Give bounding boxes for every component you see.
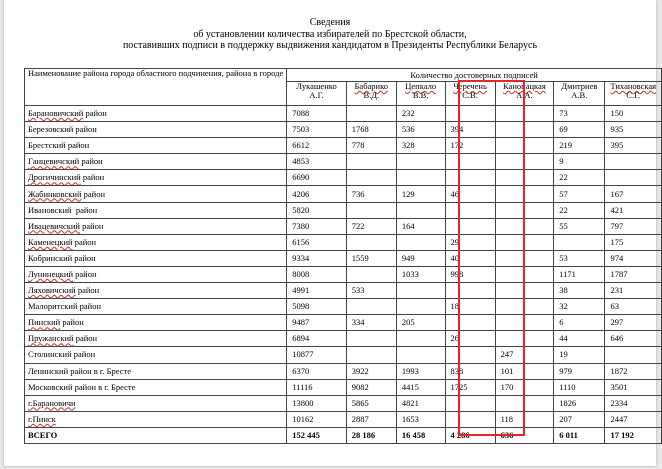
signature-count-cell: 164	[396, 218, 445, 234]
signature-count-cell	[495, 299, 554, 315]
candidate-surname: Тихановская	[610, 81, 657, 91]
region-name-suffix: район	[75, 285, 100, 296]
signature-count-cell: 536	[396, 122, 445, 138]
total-count-cell: 16 458	[396, 427, 445, 443]
signature-count-cell: 44	[554, 331, 605, 347]
candidate-surname: Канопацкая	[503, 81, 546, 91]
table-row	[25, 170, 662, 186]
signature-count-cell: 2334	[605, 395, 662, 411]
signature-count-cell	[396, 202, 445, 218]
table-row	[25, 186, 662, 202]
title-line-2: об установлении количества избирателей по Брестской области,	[193, 28, 467, 40]
title-line-3: поставивших подписи в поддержку выдвижения кандидатом в Президенты Республики Беларусь	[122, 40, 538, 51]
signature-count-cell: 247	[495, 347, 554, 363]
signature-count-cell: 9334	[287, 250, 347, 266]
table-row	[25, 202, 662, 218]
signature-count-cell	[495, 138, 554, 154]
signature-count-cell: 1768	[346, 122, 396, 138]
region-name-suffix: Малоритский район	[28, 301, 102, 312]
total-row	[25, 427, 662, 443]
table-row	[25, 234, 662, 250]
signature-count-cell	[605, 347, 662, 363]
signature-count-cell: 1033	[396, 266, 445, 282]
candidate-initials: А.В.	[571, 89, 588, 100]
signature-count-cell	[396, 299, 445, 315]
candidate-header	[346, 82, 396, 106]
signature-count-cell: 38	[554, 283, 605, 299]
candidate-surname: Черечень	[453, 81, 487, 91]
signature-count-cell	[346, 234, 396, 250]
table-row	[25, 106, 662, 122]
region-name-cell	[25, 315, 287, 331]
candidate-header	[396, 82, 445, 106]
signature-count-cell	[445, 218, 495, 234]
signature-count-cell	[495, 170, 554, 186]
signature-count-cell	[346, 170, 396, 186]
region-name-cell	[25, 186, 287, 202]
region-name-suffix: район	[72, 236, 97, 247]
signature-count-cell: 73	[554, 106, 605, 122]
table-row	[25, 379, 662, 395]
region-column-header: Наименование района города областного подчинения, района в городе	[25, 69, 287, 106]
signature-count-cell	[445, 347, 495, 363]
region-name-main: Барановичский	[28, 108, 84, 119]
signature-count-cell	[495, 218, 554, 234]
candidate-surname: Лукашенко	[296, 81, 337, 91]
table-row	[25, 331, 662, 347]
signature-count-cell	[396, 347, 445, 363]
table-row	[25, 266, 662, 282]
signature-count-cell	[495, 122, 554, 138]
signatures-group-header: Количество достоверных подписей	[287, 69, 662, 82]
region-name-suffix: район	[83, 108, 107, 119]
signature-count-cell	[495, 154, 554, 170]
signature-count-cell: 1826	[554, 395, 605, 411]
region-name-main: Ганцевичский	[28, 156, 80, 167]
signature-count-cell: 129	[396, 186, 445, 202]
candidate-surname: Дмитриев	[561, 81, 598, 91]
signature-count-cell: 18	[445, 299, 495, 315]
signature-count-cell	[346, 347, 396, 363]
signature-count-cell: 1653	[396, 411, 445, 427]
signature-count-cell: 207	[554, 411, 605, 427]
signature-count-cell: 118	[495, 411, 554, 427]
region-name-main: г.Пинск	[28, 413, 56, 424]
total-count-cell: 6 011	[554, 427, 605, 443]
signature-count-cell	[396, 154, 445, 170]
signature-count-cell	[346, 299, 396, 315]
region-name-main: г.Барановичи	[28, 397, 76, 408]
region-name-main: Каменецкий	[28, 236, 73, 247]
region-name-cell	[25, 106, 287, 122]
signature-count-cell	[605, 154, 662, 170]
total-count-cell: 636	[495, 427, 554, 443]
signature-count-cell: 1725	[445, 379, 495, 395]
candidate-initials: А.А.	[516, 89, 533, 100]
region-name-main: Жабинковский	[28, 188, 82, 199]
signature-count-cell: 7088	[287, 106, 347, 122]
signature-count-cell	[495, 315, 554, 331]
region-name-suffix: Ивановский район	[28, 204, 98, 215]
signature-count-cell: 22	[554, 170, 605, 186]
region-name-main: Ляховичский	[28, 285, 76, 296]
signature-count-cell: 219	[554, 138, 605, 154]
signature-count-cell: 1171	[554, 266, 605, 282]
region-name-cell	[25, 331, 287, 347]
signature-count-cell: 46	[445, 186, 495, 202]
signature-count-cell: 13800	[287, 395, 347, 411]
signature-count-cell: 10877	[287, 347, 347, 363]
signature-count-cell: 6156	[287, 234, 347, 250]
signature-count-cell	[396, 283, 445, 299]
table-row	[25, 363, 662, 379]
signature-count-cell	[445, 315, 495, 331]
signature-count-cell	[445, 202, 495, 218]
signature-count-cell	[495, 250, 554, 266]
total-label: ВСЕГО	[25, 427, 287, 443]
region-name-suffix: Березовский район	[28, 124, 97, 135]
candidate-surname: Бабарико	[354, 81, 389, 91]
candidate-initials: В.В.	[412, 89, 429, 100]
table-row	[25, 138, 662, 154]
region-name-cell	[25, 411, 287, 427]
table-row	[25, 411, 662, 427]
signature-count-cell: 6690	[287, 170, 347, 186]
signature-count-cell: 9082	[346, 379, 396, 395]
region-name-cell	[25, 347, 287, 363]
total-count-cell: 152 445	[287, 427, 347, 443]
region-name-suffix: Столинский район	[28, 349, 96, 360]
signature-count-cell: 646	[605, 331, 662, 347]
signature-count-cell: 26	[445, 331, 495, 347]
signature-count-cell: 4821	[396, 395, 445, 411]
region-name-cell	[25, 170, 287, 186]
candidate-surname: Цепкало	[405, 81, 437, 91]
region-name-suffix: Московский район в г. Бресте	[28, 381, 136, 392]
signature-count-cell: 6	[554, 315, 605, 331]
signature-count-cell: 4206	[287, 186, 347, 202]
signature-count-cell: 1559	[346, 250, 396, 266]
signature-count-cell: 838	[445, 363, 495, 379]
signature-count-cell: 32	[554, 299, 605, 315]
signature-count-cell: 7380	[287, 218, 347, 234]
signature-count-cell: 10162	[287, 411, 347, 427]
region-name-cell	[25, 234, 287, 250]
signature-count-cell	[396, 170, 445, 186]
region-name-cell	[25, 299, 287, 315]
candidate-header	[287, 82, 347, 106]
signatures-table	[24, 68, 662, 444]
signature-count-cell: 297	[605, 315, 662, 331]
signature-count-cell: 55	[554, 218, 605, 234]
signature-count-cell: 3501	[605, 379, 662, 395]
total-count-cell: 17 192	[605, 427, 662, 443]
region-name-suffix: район	[81, 188, 106, 199]
region-name-suffix: Кобринский район	[28, 252, 96, 263]
signature-count-cell: 69	[554, 122, 605, 138]
region-name-main: Ивацевичский	[28, 220, 80, 231]
signature-count-cell: 101	[495, 363, 554, 379]
signature-count-cell: 421	[605, 202, 662, 218]
table-row	[25, 122, 662, 138]
signature-count-cell: 974	[605, 250, 662, 266]
region-name-cell	[25, 250, 287, 266]
signature-count-cell: 328	[396, 138, 445, 154]
signature-count-cell: 170	[495, 379, 554, 395]
region-name-cell	[25, 218, 287, 234]
signature-count-cell	[445, 170, 495, 186]
signature-count-cell: 29	[445, 234, 495, 250]
signature-count-cell: 9487	[287, 315, 347, 331]
region-name-suffix: район	[60, 317, 84, 328]
table-row	[25, 250, 662, 266]
signature-count-cell: 150	[605, 106, 662, 122]
signature-count-cell	[346, 106, 396, 122]
candidate-initials: С.В.	[462, 89, 478, 100]
signature-count-cell: 231	[605, 283, 662, 299]
table-row	[25, 347, 662, 363]
signature-count-cell: 6894	[287, 331, 347, 347]
region-name-cell	[25, 202, 287, 218]
signature-count-cell: 5098	[287, 299, 347, 315]
signature-count-cell: 334	[346, 315, 396, 331]
signature-count-cell	[346, 266, 396, 282]
signature-count-cell: 57	[554, 186, 605, 202]
region-name-cell	[25, 395, 287, 411]
signature-count-cell: 722	[346, 218, 396, 234]
candidate-header	[554, 82, 605, 106]
candidate-header	[605, 82, 662, 106]
signature-count-cell: 6612	[287, 138, 347, 154]
signature-count-cell: 979	[554, 363, 605, 379]
table-row	[25, 395, 662, 411]
signature-count-cell	[495, 283, 554, 299]
table-row	[25, 315, 662, 331]
total-count-cell: 4 286	[445, 427, 495, 443]
signature-count-cell	[554, 234, 605, 250]
signature-count-cell	[346, 202, 396, 218]
signature-count-cell: 1110	[554, 379, 605, 395]
signature-count-cell: 63	[605, 299, 662, 315]
region-name-cell	[25, 266, 287, 282]
signature-count-cell: 9	[554, 154, 605, 170]
signature-count-cell	[495, 395, 554, 411]
signature-count-cell: 1872	[605, 363, 662, 379]
signature-count-cell: 6370	[287, 363, 347, 379]
signature-count-cell: 935	[605, 122, 662, 138]
signature-count-cell	[445, 411, 495, 427]
region-name-suffix: Брестский район	[28, 140, 90, 151]
region-name-cell	[25, 283, 287, 299]
region-name-main: Лунинецкий	[28, 268, 73, 279]
region-name-suffix: Ленинский район в г. Бресте	[28, 365, 132, 376]
signature-count-cell	[396, 234, 445, 250]
signature-count-cell	[445, 283, 495, 299]
signature-count-cell	[495, 331, 554, 347]
document-title	[4, 17, 656, 52]
signature-count-cell: 232	[396, 106, 445, 122]
signature-count-cell: 394	[445, 122, 495, 138]
signature-count-cell: 5865	[346, 395, 396, 411]
signature-count-cell: 40	[445, 250, 495, 266]
signature-count-cell: 949	[396, 250, 445, 266]
signature-count-cell: 4991	[287, 283, 347, 299]
signature-count-cell: 797	[605, 218, 662, 234]
signature-count-cell	[445, 154, 495, 170]
signature-count-cell: 175	[605, 234, 662, 250]
signature-count-cell	[346, 331, 396, 347]
region-name-cell	[25, 138, 287, 154]
region-name-cell	[25, 154, 287, 170]
region-name-suffix: район	[79, 156, 103, 167]
table-row	[25, 283, 662, 299]
candidate-header	[445, 82, 495, 106]
table-row	[25, 299, 662, 315]
signature-count-cell: 53	[554, 250, 605, 266]
signature-count-cell: 19	[554, 347, 605, 363]
signature-count-cell: 8008	[287, 266, 347, 282]
table-row	[25, 154, 662, 170]
signature-count-cell: 2887	[346, 411, 396, 427]
region-name-suffix: район	[73, 333, 98, 344]
region-name-cell	[25, 379, 287, 395]
candidate-initials: С.Г.	[626, 89, 641, 100]
signature-count-cell: 22	[554, 202, 605, 218]
signature-count-cell: 205	[396, 315, 445, 331]
signature-count-cell	[495, 234, 554, 250]
signature-count-cell	[495, 202, 554, 218]
region-name-main: Дрогичинский	[28, 172, 81, 183]
signature-count-cell: 998	[445, 266, 495, 282]
signature-count-cell: 533	[346, 283, 396, 299]
candidate-header	[495, 82, 554, 106]
signature-count-cell: 736	[346, 186, 396, 202]
signature-count-cell: 172	[445, 138, 495, 154]
region-name-cell	[25, 122, 287, 138]
signature-count-cell	[445, 106, 495, 122]
region-name-main: Пинский	[28, 317, 61, 328]
signature-count-cell: 395	[605, 138, 662, 154]
signature-count-cell	[495, 266, 554, 282]
candidate-initials: В.Д.	[363, 89, 380, 100]
signature-count-cell: 1993	[396, 363, 445, 379]
region-name-cell	[25, 363, 287, 379]
region-name-suffix: район	[80, 172, 105, 183]
signature-count-cell	[495, 186, 554, 202]
signature-count-cell: 167	[605, 186, 662, 202]
title-line-1: Сведения	[309, 17, 351, 28]
signature-count-cell: 5820	[287, 202, 347, 218]
signature-count-cell: 1787	[605, 266, 662, 282]
table-row	[25, 218, 662, 234]
region-name-suffix: район	[79, 220, 104, 231]
region-name-suffix: район	[73, 268, 97, 279]
signature-count-cell	[346, 154, 396, 170]
signature-count-cell: 7503	[287, 122, 347, 138]
signature-count-cell	[605, 170, 662, 186]
signature-count-cell: 4853	[287, 154, 347, 170]
signature-count-cell: 4415	[396, 379, 445, 395]
total-count-cell: 28 186	[346, 427, 396, 443]
region-name-main: Пружанский	[28, 333, 74, 344]
signature-count-cell	[396, 331, 445, 347]
signature-count-cell: 2447	[605, 411, 662, 427]
signature-count-cell: 11116	[287, 379, 347, 395]
signature-count-cell: 778	[346, 138, 396, 154]
signature-count-cell	[445, 395, 495, 411]
signature-count-cell: 3922	[346, 363, 396, 379]
candidate-initials: А.Г.	[309, 89, 324, 100]
signature-count-cell	[495, 106, 554, 122]
